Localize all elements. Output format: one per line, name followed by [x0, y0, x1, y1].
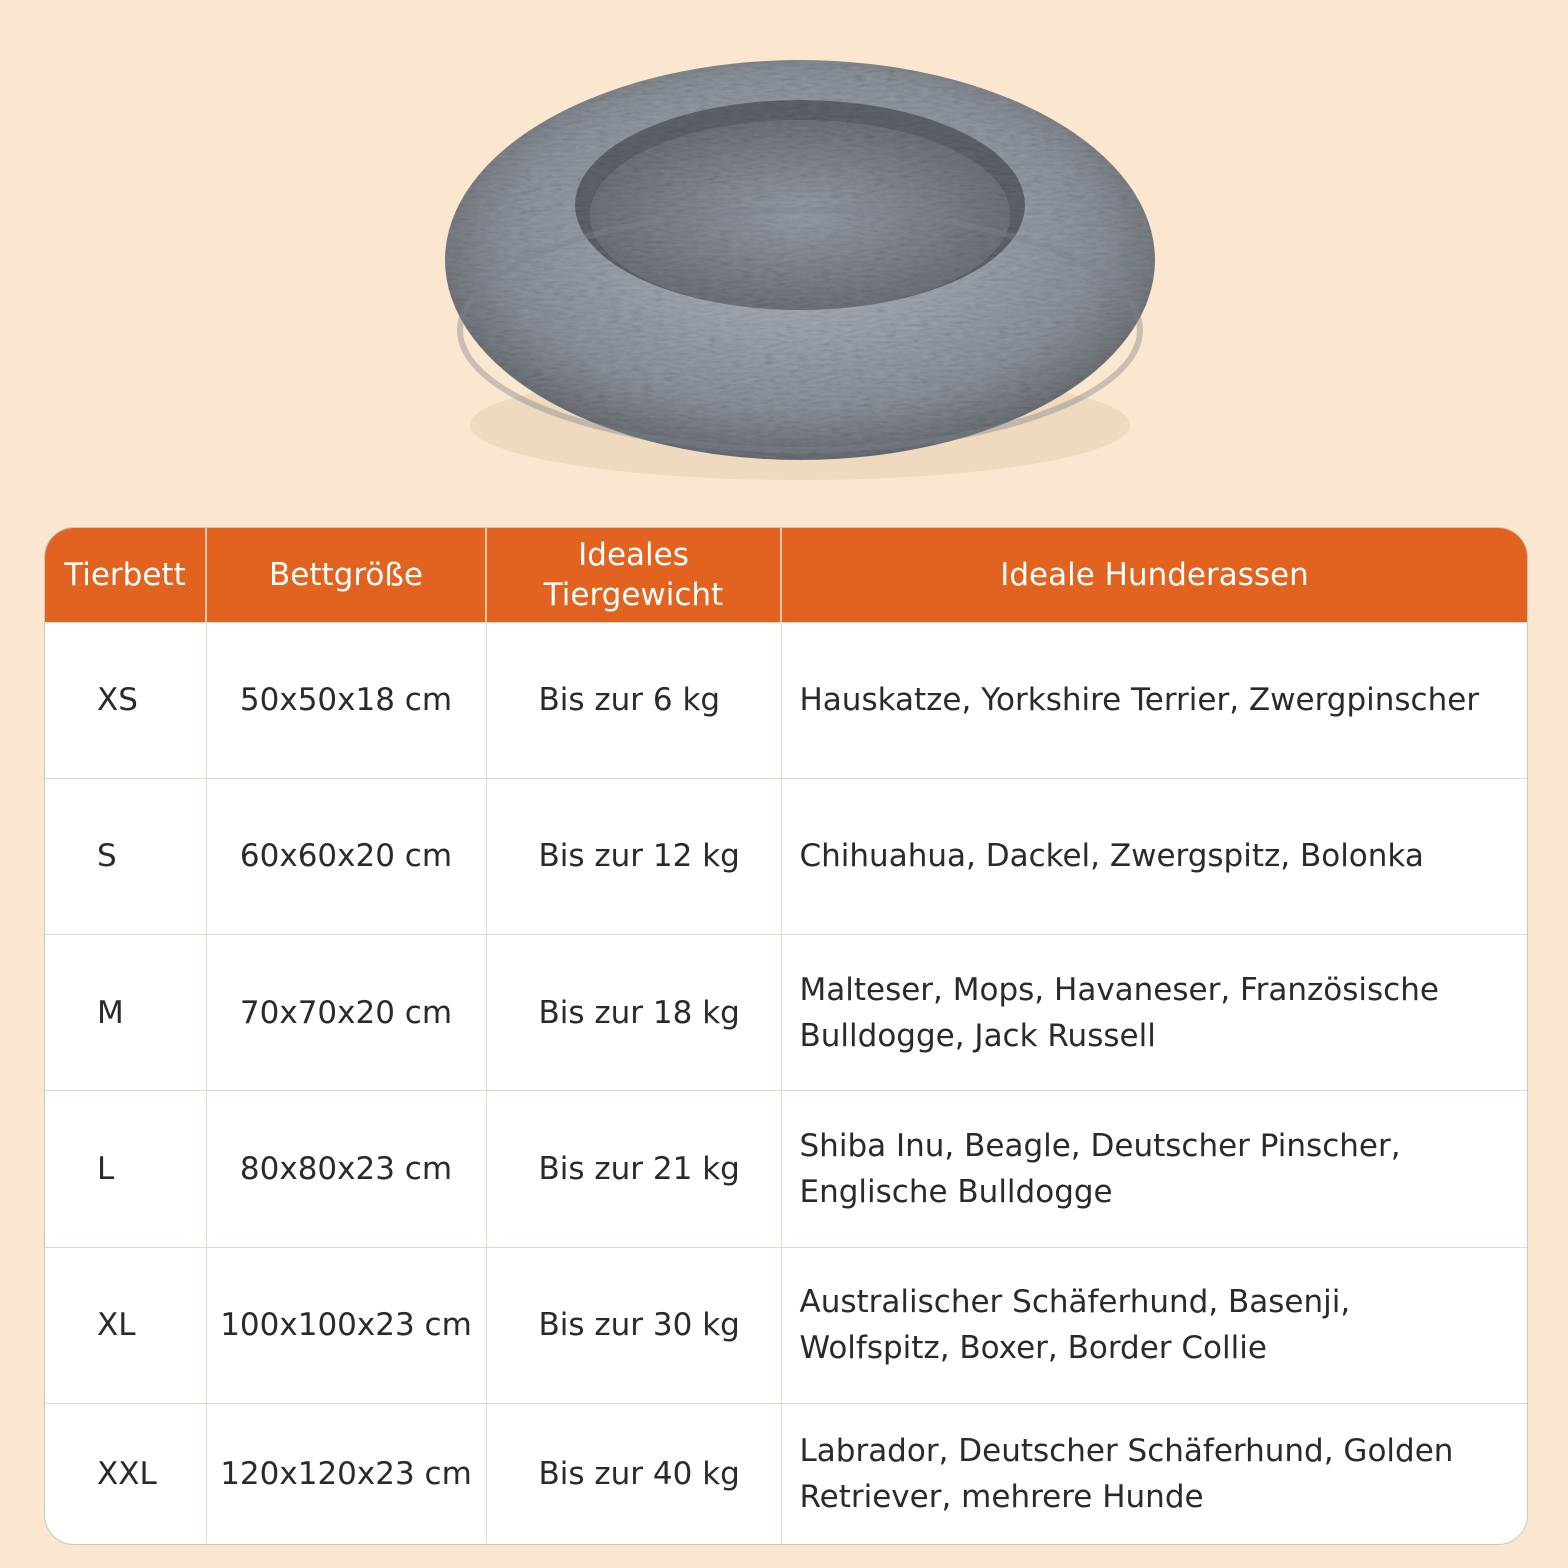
size-cell: XXL — [97, 1456, 157, 1493]
header-bettgroesse: Bettgröße — [206, 528, 486, 622]
pet-bed-image — [420, 30, 1180, 490]
breeds-cell: Australischer Schäferhund, Basenji, Wolfspitz, Boxer, Border Collie — [781, 1247, 1527, 1403]
size-table — [44, 527, 1528, 1545]
header-tierbett: Tierbett — [64, 556, 186, 593]
size-cell: XS — [97, 682, 138, 719]
weight-cell: Bis zur 6 kg — [486, 622, 781, 778]
dims-cell: 60x60x20 cm — [206, 778, 486, 934]
table-row — [45, 935, 1527, 1091]
breeds-cell: Shiba Inu, Beagle, Deutscher Pinscher, Englische Bulldogge — [781, 1091, 1527, 1247]
table-row — [45, 1247, 1527, 1403]
header-ideales-tiergewicht: Ideales Tiergewicht — [486, 528, 781, 622]
size-cell: XL — [97, 1307, 136, 1344]
size-cell: S — [97, 838, 117, 875]
breeds-cell: Chihuahua, Dackel, Zwergspitz, Bolonka — [781, 778, 1527, 934]
size-cell: M — [97, 994, 124, 1031]
weight-cell: Bis zur 30 kg — [486, 1247, 781, 1403]
dims-cell: 50x50x18 cm — [206, 622, 486, 778]
header-ideale-hunderassen: Ideale Hunderassen — [781, 528, 1527, 622]
weight-cell: Bis zur 40 kg — [486, 1404, 781, 1544]
table-header-row — [45, 528, 1527, 622]
breeds-cell: Hauskatze, Yorkshire Terrier, Zwergpinscher — [781, 622, 1527, 778]
table-row — [45, 1404, 1527, 1544]
weight-cell: Bis zur 18 kg — [486, 935, 781, 1091]
weight-cell: Bis zur 12 kg — [486, 778, 781, 934]
dims-cell: 100x100x23 cm — [206, 1247, 486, 1403]
table-row — [45, 622, 1527, 778]
dims-cell: 80x80x23 cm — [206, 1091, 486, 1247]
table-row — [45, 1091, 1527, 1247]
weight-cell: Bis zur 21 kg — [486, 1091, 781, 1247]
table-row — [45, 778, 1527, 934]
size-cell: L — [97, 1151, 115, 1188]
dims-cell: 70x70x20 cm — [206, 935, 486, 1091]
dims-cell: 120x120x23 cm — [206, 1404, 486, 1544]
breeds-cell: Malteser, Mops, Havaneser, Französische Bulldogge, Jack Russell — [781, 935, 1527, 1091]
breeds-cell: Labrador, Deutscher Schäferhund, Golden Retriever, mehrere Hunde — [781, 1404, 1527, 1544]
